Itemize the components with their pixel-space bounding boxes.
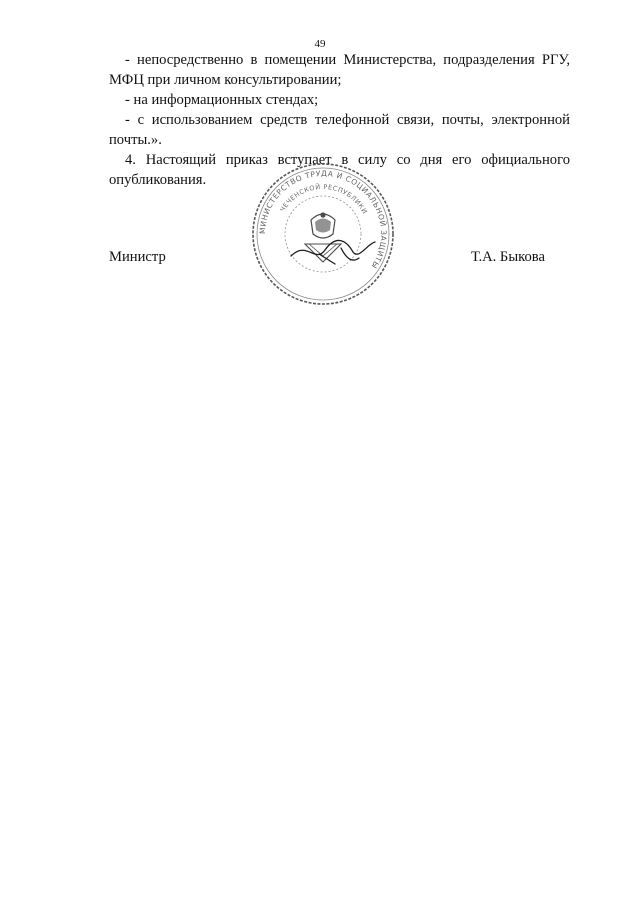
list-item-communications-line-1: - с использованием средств телефонной связи, почты, электронной [125, 112, 570, 128]
list-item-stands [109, 90, 570, 110]
seal-outer-text: МИНИСТЕРСТВО ТРУДА И СОЦИАЛЬНОЙ ЗАЩИТЫ [257, 168, 389, 271]
signatory-name: Т.А. Быкова [471, 249, 545, 265]
official-seal [249, 160, 397, 308]
list-item-communications-line-2: почты.». [109, 132, 162, 148]
signatory-title: Министр [109, 249, 166, 265]
list-item-communications [109, 110, 570, 150]
clause-4-line-1: 4. Настоящий приказ вступает в силу со дня его официального [125, 152, 570, 168]
coat-of-arms-emblem [305, 212, 341, 262]
clause-4-line-2: опубликования. [109, 172, 207, 188]
page-number: 49 [314, 38, 326, 50]
list-item-stands-text: - на информационных стендах; [125, 92, 319, 108]
information-channels-list [109, 50, 570, 150]
list-item-premises-line-1: - непосредственно в помещении Министерства, подразделения РГУ, [125, 52, 570, 68]
list-item-premises-line-2: МФЦ при личном консультировании; [109, 72, 342, 88]
seal-inner-text: ЧЕЧЕНСКОЙ РЕСПУБЛИКИ [278, 182, 369, 216]
list-item-premises [109, 50, 570, 90]
